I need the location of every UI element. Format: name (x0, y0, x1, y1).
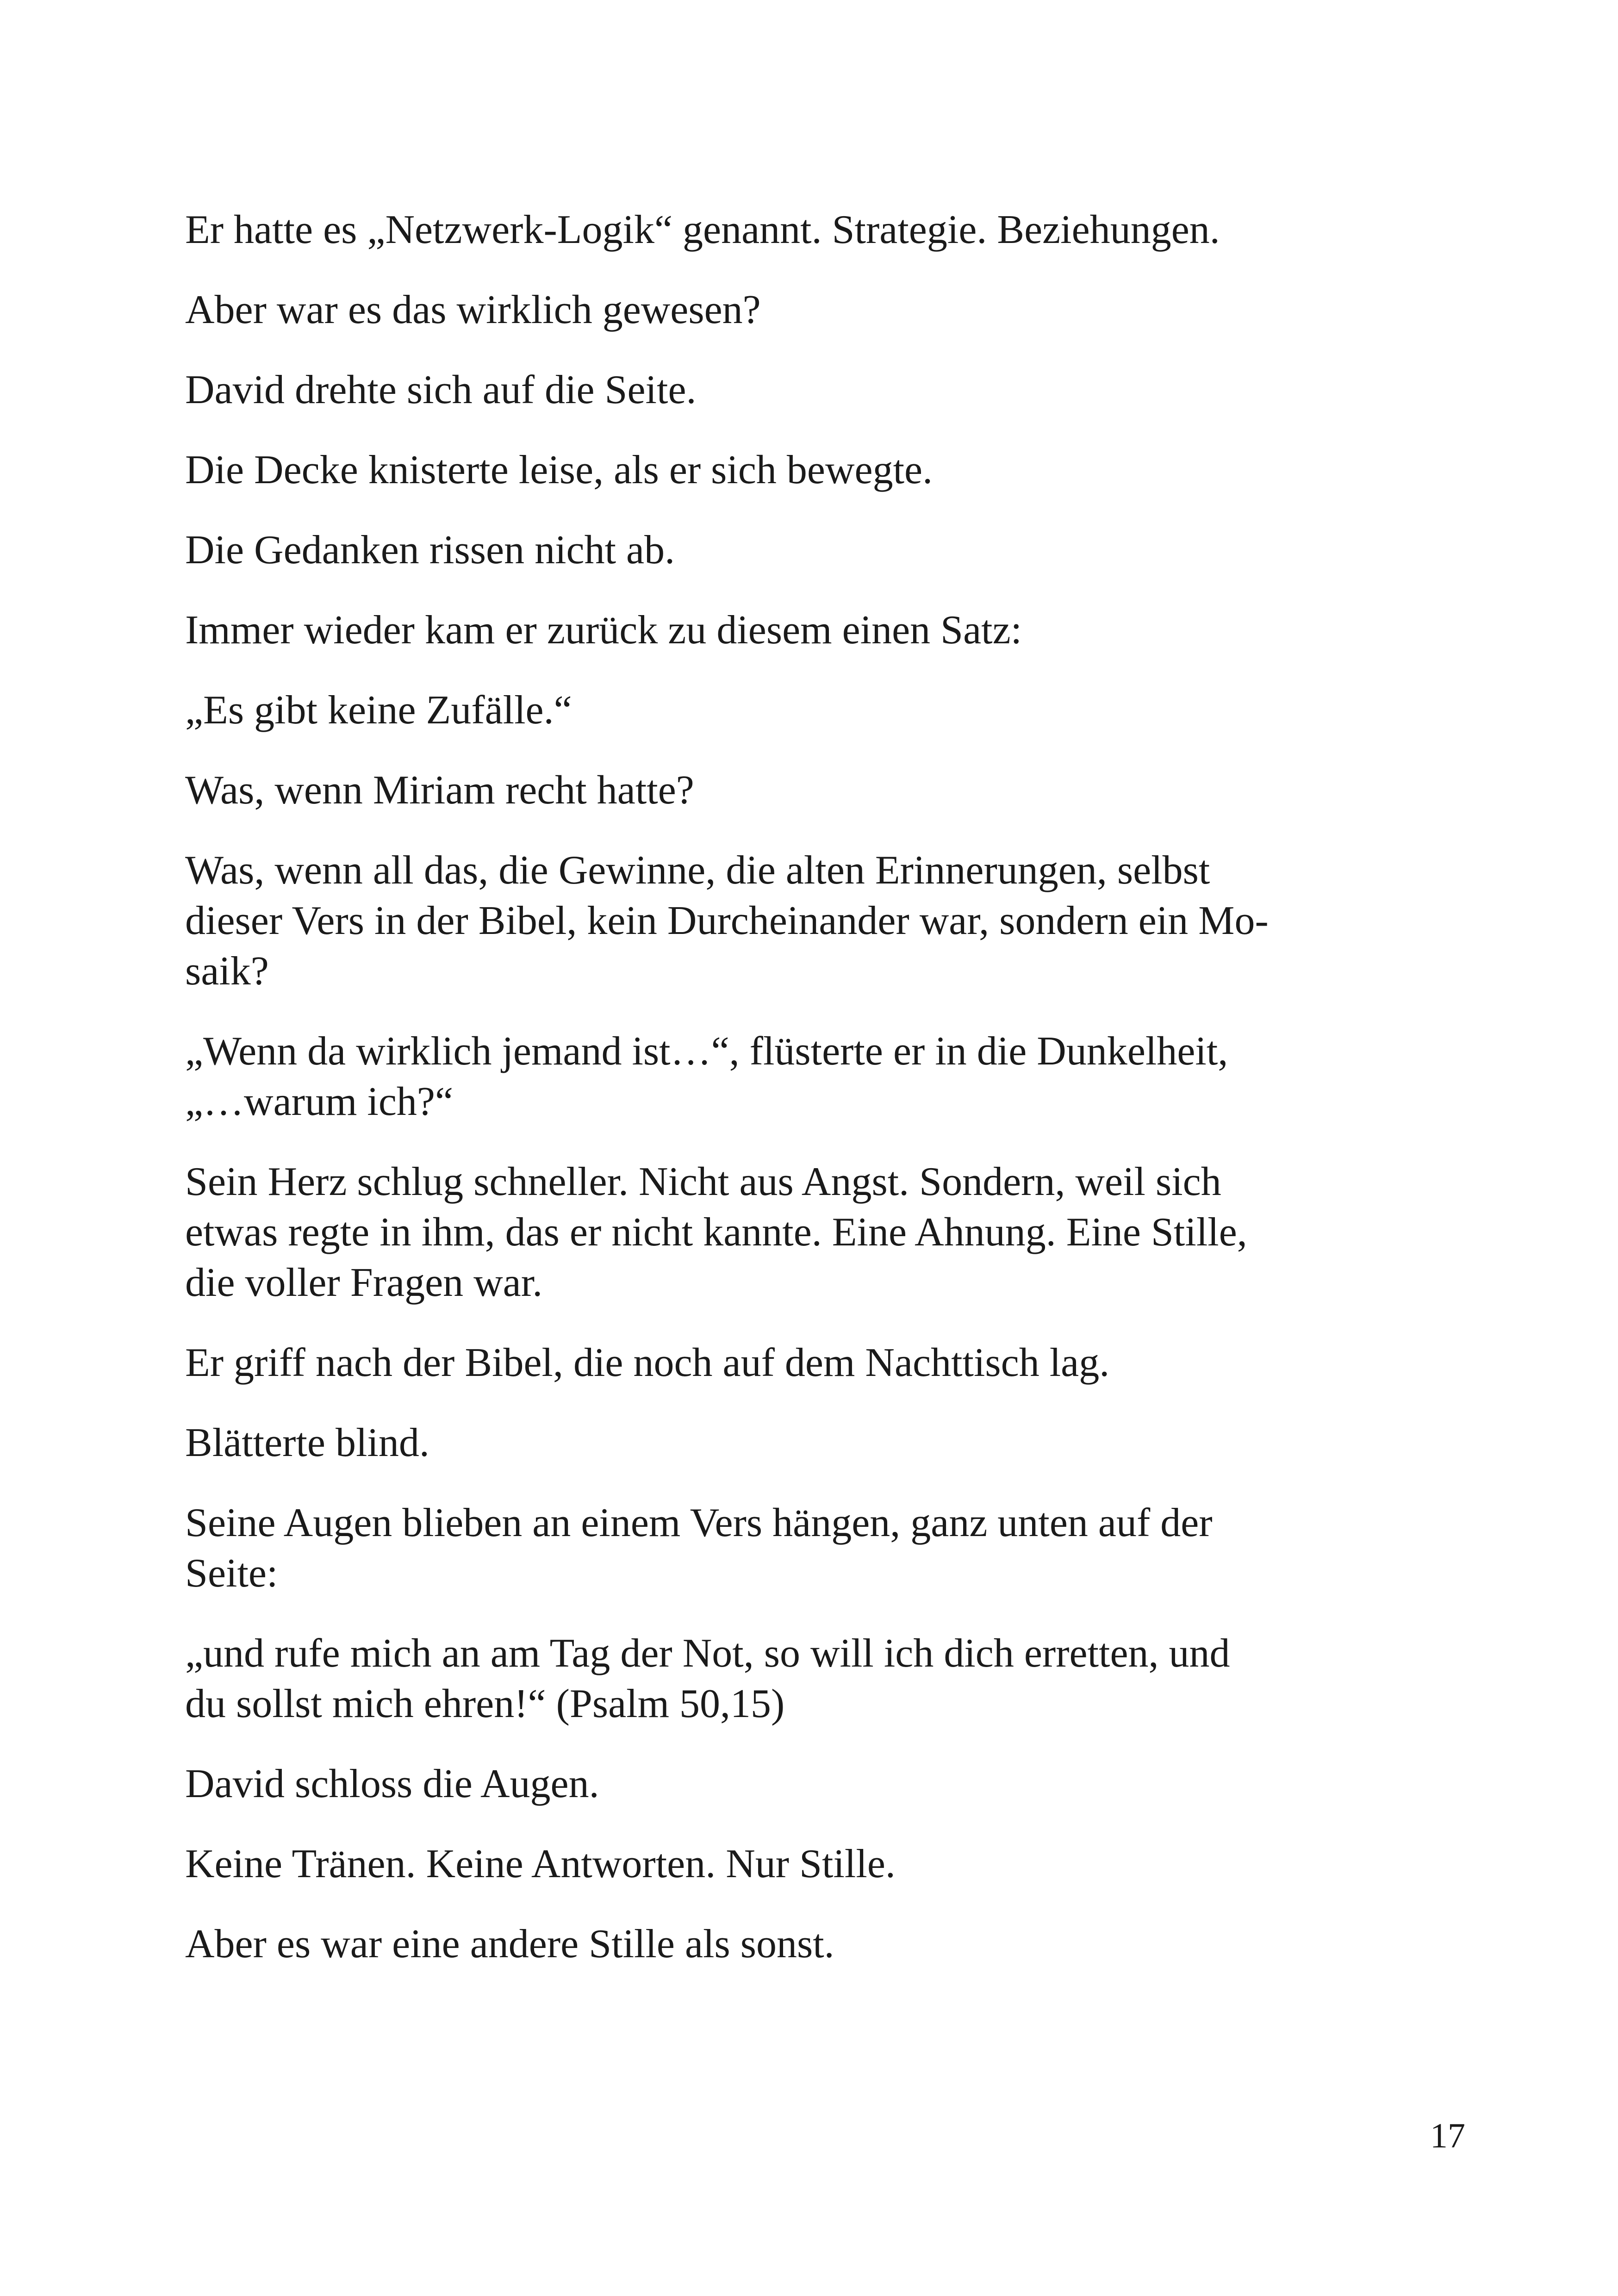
text-line: Was, wenn all das, die Gewinne, die alten Erinnerungen, selbst (185, 848, 1210, 893)
text-line: Sein Herz schlug schneller. Nicht aus Angst. Sondern, weil sich (185, 1159, 1221, 1204)
paragraph (185, 1157, 1444, 1308)
text-line: etwas regte in ihm, das er nicht kannte. Eine Ahnung. Eine Stille, (185, 1210, 1247, 1255)
text-line: Immer wieder kam er zurück zu diesem einen Satz: (185, 608, 1022, 653)
paragraph (185, 765, 1444, 815)
paragraph (185, 1759, 1444, 1809)
paragraph (185, 605, 1444, 655)
paragraph (185, 1026, 1444, 1127)
text-line: David drehte sich auf die Seite. (185, 367, 697, 412)
text-line: „Wenn da wirklich jemand ist…“, flüsterte er in die Dunkelheit, (185, 1029, 1228, 1074)
text-line: die voller Fragen war. (185, 1260, 543, 1305)
body-text (185, 205, 1444, 1999)
text-line: Die Gedanken rissen nicht ab. (185, 528, 675, 572)
text-line: „und rufe mich an am Tag der Not, so will ich dich erretten, und (185, 1631, 1230, 1676)
text-line: saik? (185, 949, 269, 994)
text-line: Die Decke knisterte leise, als er sich bewegte. (185, 448, 933, 492)
paragraph (185, 685, 1444, 735)
text-line: „…warum ich?“ (185, 1079, 454, 1124)
paragraph (185, 205, 1444, 255)
paragraph (185, 1628, 1444, 1729)
paragraph (185, 1338, 1444, 1388)
paragraph (185, 285, 1444, 335)
paragraph (185, 525, 1444, 575)
text-line: Seite: (185, 1551, 278, 1596)
text-line: Er griff nach der Bibel, die noch auf dem Nachttisch lag. (185, 1340, 1110, 1385)
paragraph (185, 1498, 1444, 1599)
text-line: „Es gibt keine Zufälle.“ (185, 688, 572, 733)
text-line: Seine Augen blieben an einem Vers hängen, ganz unten auf der (185, 1500, 1213, 1545)
page-number: 17 (1430, 2116, 1465, 2155)
paragraph (185, 1839, 1444, 1889)
paragraph (185, 445, 1444, 495)
text-line: dieser Vers in der Bibel, kein Durcheinander war, sondern ein Mo- (185, 898, 1269, 943)
paragraph (185, 1418, 1444, 1468)
text-line: Keine Tränen. Keine Antworten. Nur Stille. (185, 1842, 896, 1886)
paragraph (185, 1919, 1444, 1969)
text-line: Aber es war eine andere Stille als sonst. (185, 1922, 834, 1966)
paragraph (185, 845, 1444, 996)
text-line: Was, wenn Miriam recht hatte? (185, 768, 694, 813)
text-line: Blätterte blind. (185, 1420, 429, 1465)
text-line: Er hatte es „Netzwerk-Logik“ genannt. Strategie. Beziehungen. (185, 207, 1220, 252)
text-line: David schloss die Augen. (185, 1761, 599, 1806)
text-line: du sollst mich ehren!“ (Psalm 50,15) (185, 1681, 785, 1726)
text-line: Aber war es das wirklich gewesen? (185, 287, 761, 332)
paragraph (185, 365, 1444, 415)
